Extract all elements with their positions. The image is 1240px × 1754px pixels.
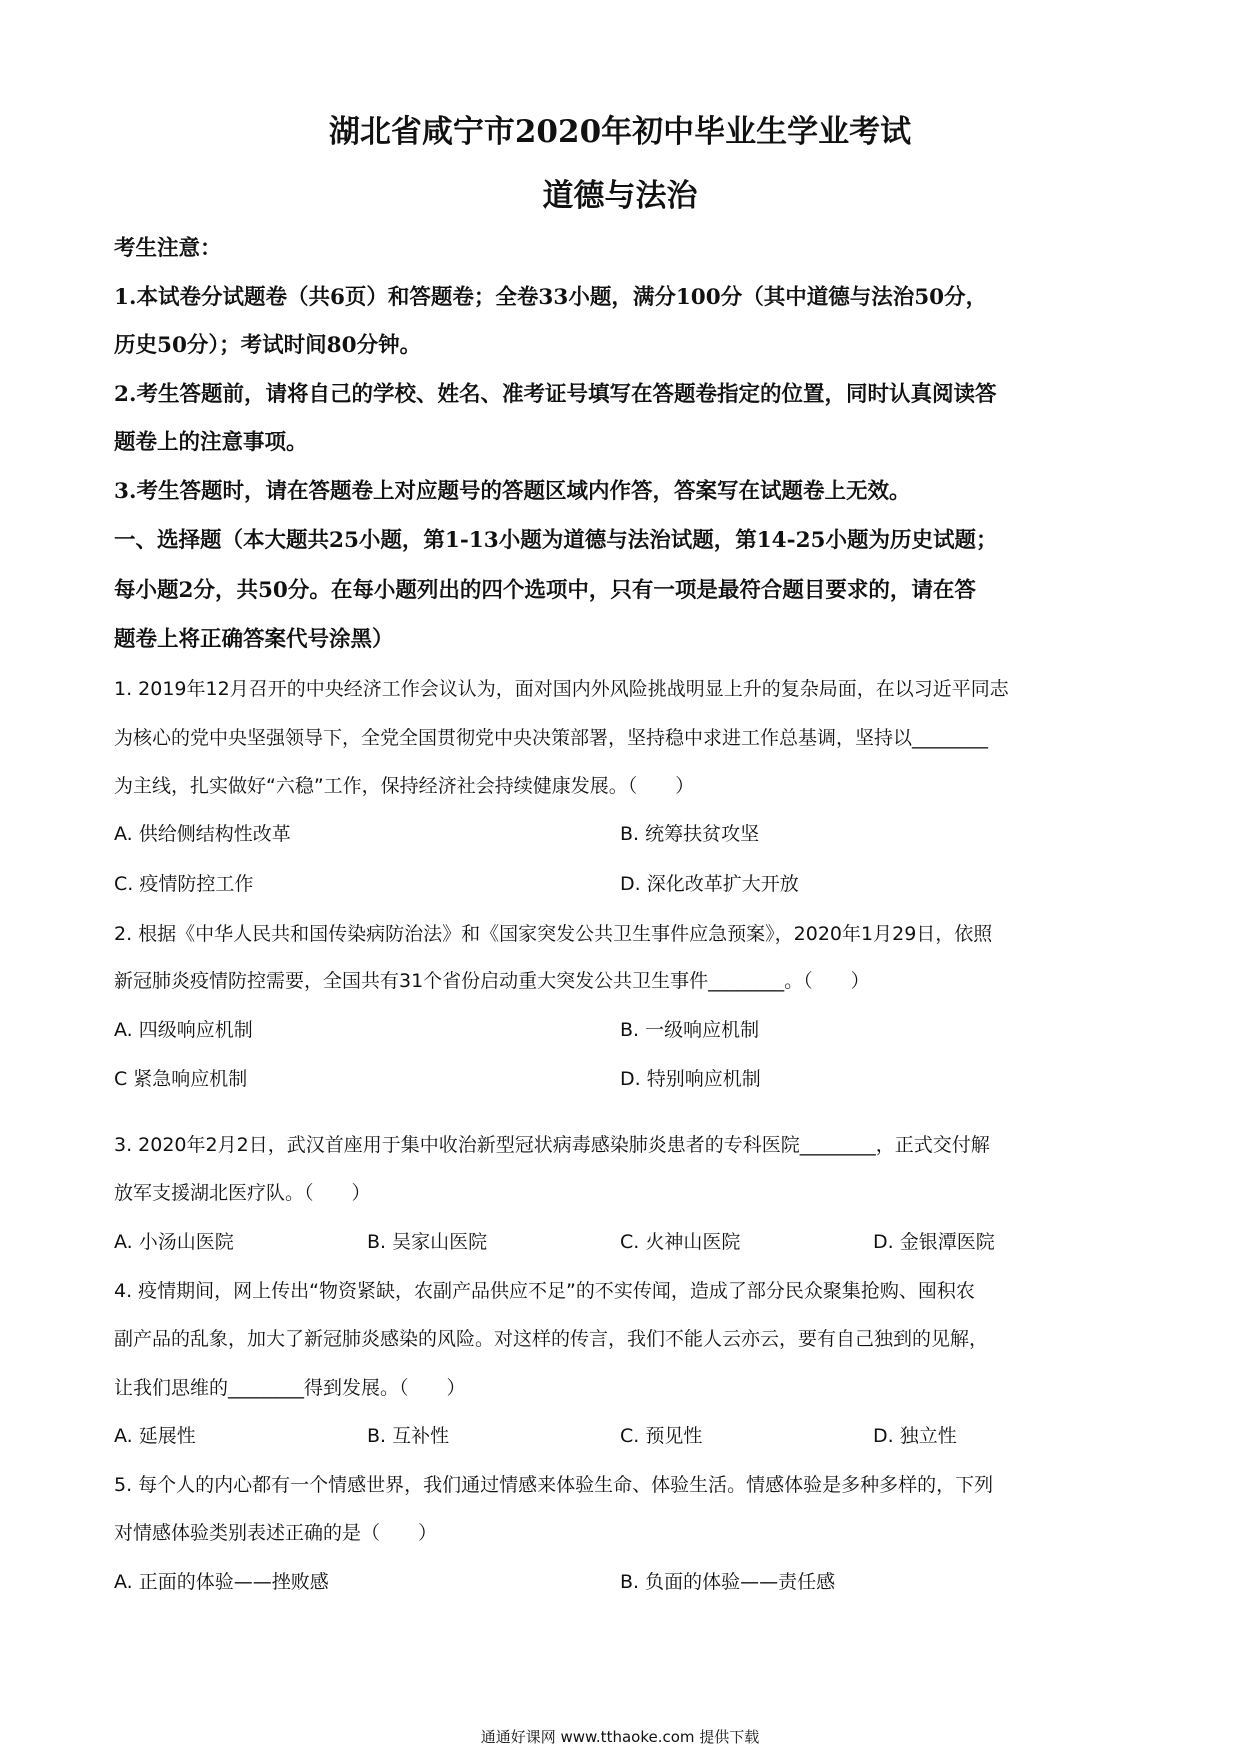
question-2-option-c: C 紧急响应机制 xyxy=(114,1068,248,1090)
question-1-option-b: B. 统筹扶贫攻坚 xyxy=(620,823,760,845)
question-2-text: 新冠肺炎疫情防控需要，全国共有31个省份启动重大突发公共卫生事件________。（ ） xyxy=(114,970,870,992)
question-4-text: 4. 疫情期间，网上传出“物资紧缺，农副产品供应不足”的不实传闻，造成了部分民众聚集抢购、囤积农 xyxy=(114,1280,975,1302)
question-3-option-b: B. 吴家山医院 xyxy=(367,1231,488,1253)
question-3-text: 3. 2020年2月2日，武汉首座用于集中收治新型冠状病毒感染肺炎患者的专科医院________，正式交付解 xyxy=(114,1134,990,1156)
question-4-option-c: C. 预见性 xyxy=(620,1425,703,1447)
notice-line: 2.考生答题前，请将自己的学校、姓名、准考证号填写在答题卷指定的位置，同时认真阅读答 xyxy=(114,382,997,407)
page-footer: 通通好课网 www.tthaoke.com 提供下载 xyxy=(480,1728,760,1746)
question-5-option-b: B. 负面的体验——责任感 xyxy=(620,1571,836,1593)
question-4-option-d: D. 独立性 xyxy=(873,1425,957,1447)
question-4-text: 副产品的乱象，加大了新冠肺炎感染的风险。对这样的传言，我们不能人云亦云，要有自己独到的见解， xyxy=(114,1328,989,1350)
question-3-option-a: A. 小汤山医院 xyxy=(114,1231,234,1253)
notice-line: 历史50分）；考试时间80分钟。 xyxy=(114,333,422,358)
notice-line: 3.考生答题时，请在答题卷上对应题号的答题区域内作答，答案写在试题卷上无效。 xyxy=(114,479,911,504)
question-1-text: 为主线，扎实做好“六稳”工作，保持经济社会持续健康发展。（ ） xyxy=(114,775,695,797)
section-instruction: 每小题2分，共50分。在每小题列出的四个选项中，只有一项是最符合题目要求的，请在答 xyxy=(114,578,976,603)
question-3-option-d: D. 金银潭医院 xyxy=(873,1231,995,1253)
exam-subject: 道德与法治 xyxy=(542,178,698,214)
question-4-option-b: B. 互补性 xyxy=(367,1425,450,1447)
question-1-text: 为核心的党中央坚强领导下，全党全国贯彻党中央决策部署，坚持稳中求进工作总基调，坚持以________ xyxy=(114,727,989,749)
question-5-option-a: A. 正面的体验——挫败感 xyxy=(114,1571,329,1593)
notice-heading: 考生注意： xyxy=(114,236,222,261)
section-instruction: 一、选择题（本大题共25小题，第1-13小题为道德与法治试题，第14-25小题为历史试题； xyxy=(114,528,998,553)
question-3-option-c: C. 火神山医院 xyxy=(620,1231,741,1253)
question-1-option-a: A. 供给侧结构性改革 xyxy=(114,823,291,845)
question-5-text: 对情感体验类别表述正确的是（ ） xyxy=(114,1522,438,1544)
question-2-text: 2. 根据《中华人民共和国传染病防治法》和《国家突发公共卫生事件应急预案》，2020年1月29日，依照 xyxy=(114,923,993,945)
question-2-option-d: D. 特别响应机制 xyxy=(620,1068,761,1090)
question-1-text: 1. 2019年12月召开的中央经济工作会议认为，面对国内外风险挑战明显上升的复杂局面，在以习近平同志 xyxy=(114,678,1009,700)
question-5-text: 5. 每个人的内心都有一个情感世界，我们通过情感来体验生命、体验生活。情感体验是多种多样的，下列 xyxy=(114,1474,994,1496)
question-1-option-c: C. 疫情防控工作 xyxy=(114,873,254,895)
notice-line: 题卷上的注意事项。 xyxy=(114,430,308,455)
question-4-text: 让我们思维的________得到发展。（ ） xyxy=(114,1377,466,1399)
question-2-option-a: A. 四级响应机制 xyxy=(114,1019,253,1041)
question-2-option-b: B. 一级响应机制 xyxy=(620,1019,760,1041)
question-4-option-a: A. 延展性 xyxy=(114,1425,196,1447)
exam-title: 湖北省咸宁市2020年初中毕业生学业考试 xyxy=(328,114,912,150)
question-3-text: 放军支援湖北医疗队。（ ） xyxy=(114,1182,371,1204)
question-1-option-d: D. 深化改革扩大开放 xyxy=(620,873,799,895)
notice-line: 1.本试卷分试题卷（共6页）和答题卷；全卷33小题，满分100分（其中道德与法治50分， xyxy=(114,285,988,310)
section-instruction: 题卷上将正确答案代号涂黑） xyxy=(114,627,394,652)
